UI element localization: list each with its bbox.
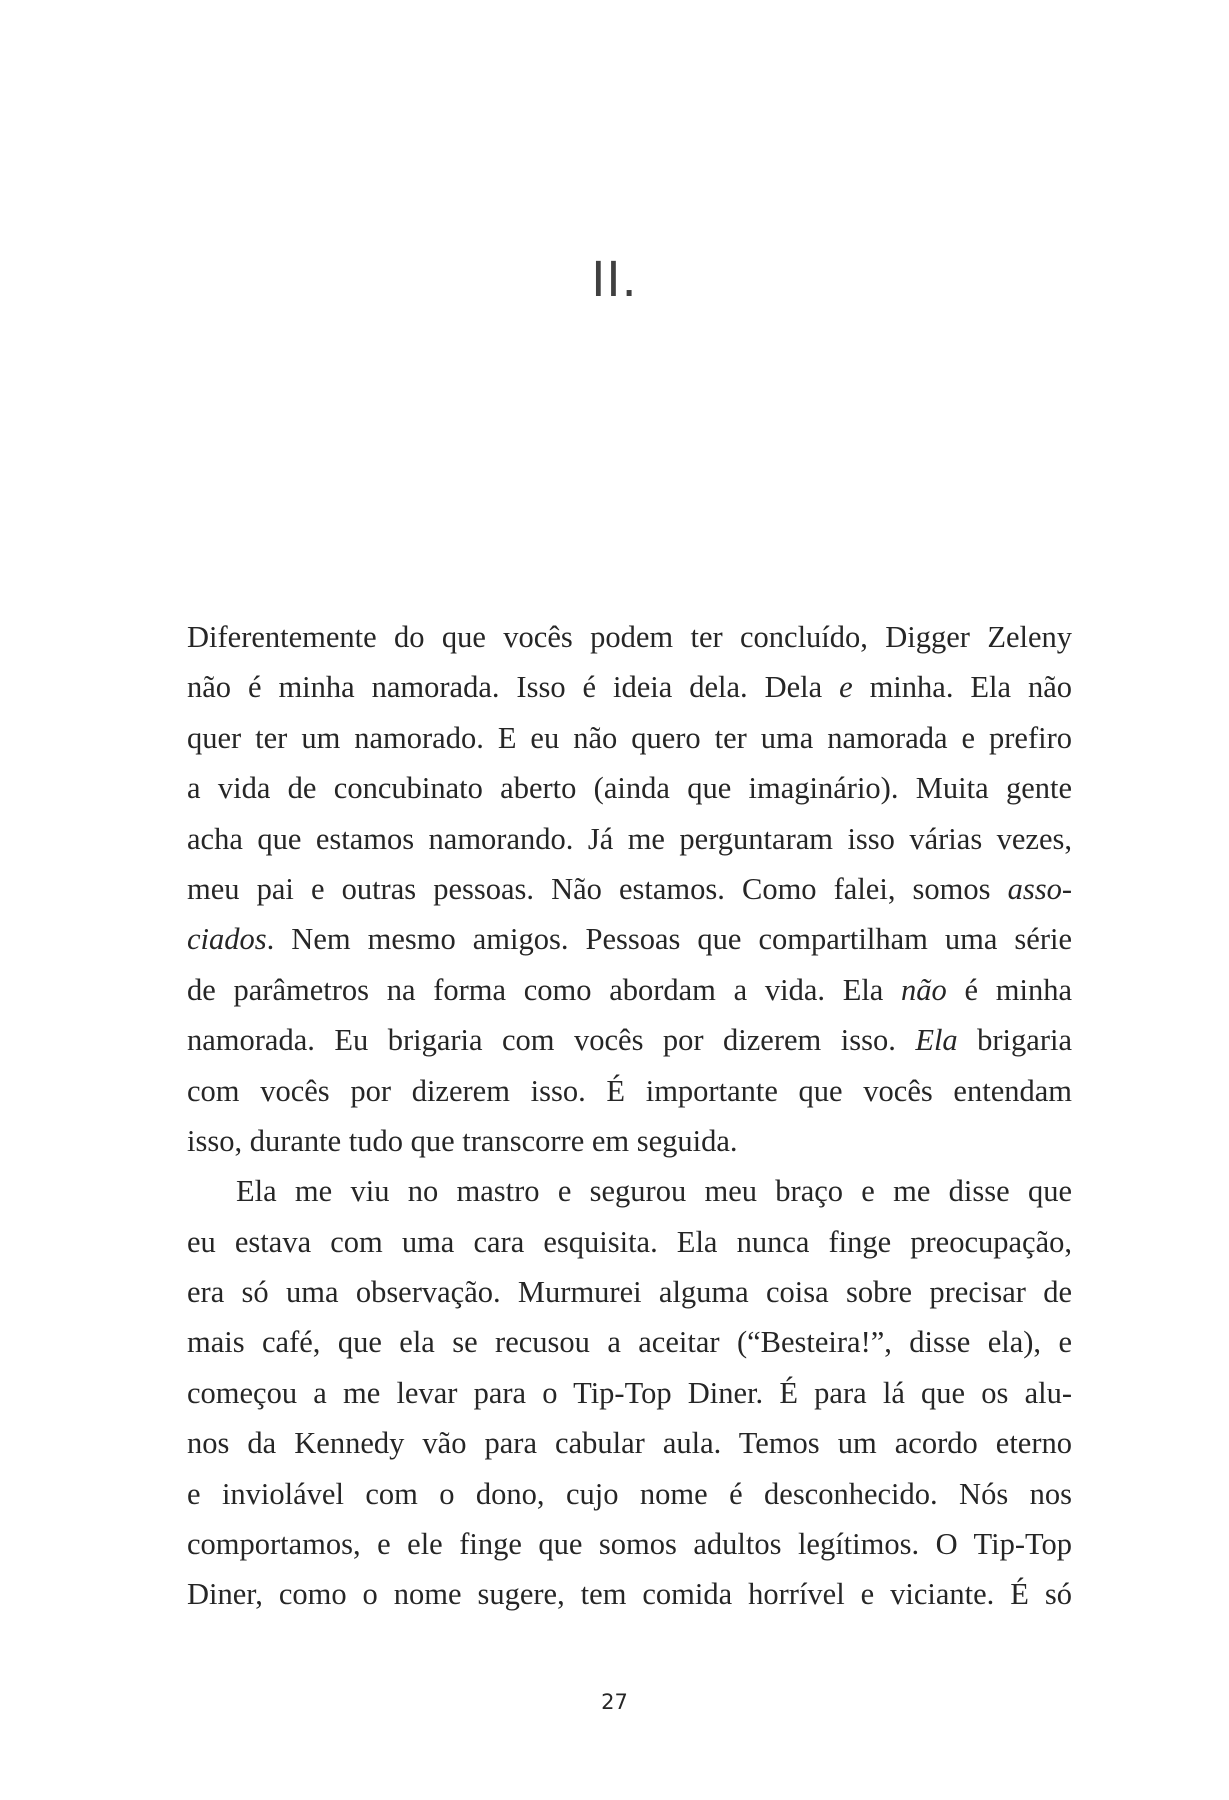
- text-line: [187, 1116, 1072, 1166]
- text-segment: a vida de concubinato aberto (ainda que imaginário). Muita gente: [187, 771, 1072, 806]
- text-segment: minha. Ela não: [852, 670, 1072, 705]
- text-segment: comportamos, e ele finge que somos adultos legítimos. O Tip-Top: [187, 1527, 1072, 1562]
- text-segment: isso, durante tudo que transcorre em seguida.: [187, 1123, 738, 1158]
- text-line: [187, 1166, 1072, 1216]
- text-segment: meu pai e outras pessoas. Não estamos. Como falei, somos: [187, 871, 1008, 906]
- text-segment: nos da Kennedy vão para cabular aula. Temos um acordo eterno: [187, 1426, 1072, 1461]
- body-text: [187, 612, 1072, 1620]
- text-line: [187, 1469, 1072, 1519]
- text-line: [187, 713, 1072, 763]
- chapter-heading: II.: [591, 252, 638, 308]
- text-line: [187, 1066, 1072, 1116]
- paragraph: [187, 612, 1072, 1166]
- text-segment: acha que estamos namorando. Já me perguntaram isso várias vezes,: [187, 821, 1072, 856]
- text-line: [187, 1368, 1072, 1418]
- text-segment: eu estava com uma cara esquisita. Ela nunca finge preocupação,: [187, 1224, 1072, 1259]
- text-line: [187, 763, 1072, 813]
- text-segment: mais café, que ela se recusou a aceitar (“Besteira!”, disse ela), e: [187, 1325, 1072, 1360]
- text-line: [187, 662, 1072, 712]
- text-segment: começou a me levar para o Tip-Top Diner. É para lá que os alu-: [187, 1375, 1072, 1410]
- text-segment: com vocês por dizerem isso. É importante que vocês entendam: [187, 1073, 1072, 1108]
- text-line: [187, 1267, 1072, 1317]
- text-segment: é minha: [946, 972, 1072, 1007]
- text-line: [187, 1217, 1072, 1267]
- text-segment: . Nem mesmo amigos. Pessoas que compartilham uma série: [266, 922, 1072, 957]
- text-line: [187, 1519, 1072, 1569]
- text-line: [187, 1418, 1072, 1468]
- italic-text: asso-: [1007, 871, 1072, 906]
- text-segment: não é minha namorada. Isso é ideia dela. Dela: [187, 670, 840, 705]
- text-segment: Diner, como o nome sugere, tem comida horrível e viciante. É só: [187, 1577, 1072, 1612]
- text-line: [187, 1569, 1072, 1619]
- text-line: [187, 1015, 1072, 1065]
- text-line: [187, 814, 1072, 864]
- text-segment: namorada. Eu brigaria com vocês por dizerem isso.: [187, 1023, 916, 1058]
- text-line: [187, 914, 1072, 964]
- paragraph: [187, 1166, 1072, 1620]
- page-number: 27: [601, 1690, 628, 1714]
- italic-text: e: [839, 670, 853, 705]
- text-segment: de parâmetros na forma como abordam a vida. Ela: [187, 972, 902, 1007]
- text-line: [187, 612, 1072, 662]
- text-segment: era só uma observação. Murmurei alguma coisa sobre precisar de: [187, 1275, 1072, 1310]
- text-segment: Diferentemente do que vocês podem ter concluído, Digger Zeleny: [187, 620, 1072, 654]
- italic-text: não: [901, 972, 947, 1007]
- text-line: [187, 864, 1072, 914]
- text-segment: brigaria: [957, 1023, 1072, 1058]
- text-line: [187, 965, 1072, 1015]
- text-segment: Ela me viu no mastro e segurou meu braço e me disse que: [236, 1174, 1072, 1209]
- text-segment: quer ter um namorado. E eu não quero ter uma namorada e prefiro: [187, 720, 1072, 755]
- text-line: [187, 1317, 1072, 1367]
- italic-text: Ela: [915, 1023, 958, 1058]
- italic-text: ciados: [187, 922, 267, 957]
- text-segment: e inviolável com o dono, cujo nome é desconhecido. Nós nos: [187, 1476, 1072, 1511]
